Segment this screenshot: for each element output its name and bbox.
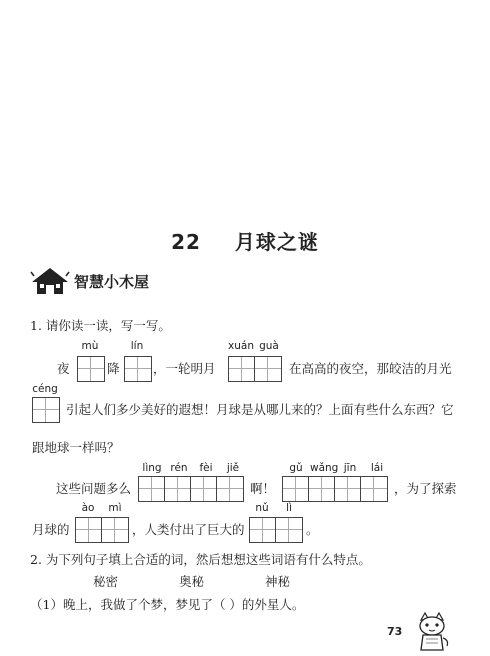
q2-sentence-1: （1）晚上，我做了个梦，梦见了（ ）的外星人。 [30, 597, 305, 612]
pinyin-gua: guà [259, 340, 279, 352]
pinyin-ling: lìng [142, 462, 162, 474]
answer-box-nuli[interactable] [249, 517, 303, 543]
section-header [30, 266, 149, 296]
line2-text: 引起人们多少美好的遐想！月球是从哪儿来的？上面有些什么东西？它 [66, 402, 454, 417]
q2-word-3: 神秘 [265, 574, 291, 589]
line5-text-b: ，人类付出了巨大的 [132, 522, 245, 537]
line5-text-c: 。 [306, 522, 319, 537]
pinyin-xuan: xuán [228, 340, 254, 352]
line4-text-c: ，为了探索 [394, 481, 457, 496]
q2-word-2: 奥秘 [179, 574, 205, 589]
answer-box-guwangjinlai[interactable] [282, 476, 388, 502]
pinyin-ao: ào [81, 502, 95, 514]
pinyin-li: lì [286, 502, 292, 514]
line4-text-b: 啊！ [250, 481, 276, 496]
line1-text-a: 夜 [57, 361, 70, 376]
line4-text-a: 这些问题多么 [56, 481, 132, 496]
answer-box-mu[interactable] [77, 356, 105, 382]
answer-box-xuangua[interactable] [228, 356, 282, 382]
pinyin-wang: wǎng [310, 462, 339, 474]
lesson-name: 月球之谜 [234, 230, 319, 254]
line1-text-b: 降 [107, 361, 120, 376]
line1-text-d: 在高高的夜空，那皎洁的月光 [289, 361, 452, 376]
lesson-title [0, 226, 490, 255]
answer-box-lingrenfeijie[interactable] [138, 476, 244, 502]
pinyin-gu: gǔ [289, 462, 303, 474]
pinyin-jie: jiě [226, 462, 240, 474]
pinyin-lai: lái [370, 462, 384, 474]
answer-box-lin[interactable] [124, 356, 152, 382]
section-label: 智慧小木屋 [74, 272, 150, 291]
line3-text: 跟地球一样吗？ [32, 440, 120, 455]
page-number: 73 [387, 625, 403, 638]
q2-heading: 2. 为下列句子填上合适的词，然后想想这些词语有什么特点。 [30, 552, 371, 567]
cartoon-cat-icon [414, 612, 450, 652]
q1-heading: 1. 请你读一读，写一写。 [30, 318, 171, 333]
answer-box-aomi[interactable] [75, 517, 129, 543]
pinyin-ceng: céng [32, 383, 58, 395]
pinyin-fei: fèi [199, 462, 213, 474]
lesson-number: 22 [171, 230, 201, 254]
hut-icon [30, 266, 70, 296]
pinyin-mi: mì [108, 502, 122, 514]
pinyin-mu: mù [81, 340, 99, 352]
pinyin-ren: rén [170, 462, 188, 474]
line1-text-c: ，一轮明月 [153, 361, 216, 376]
line5-text-a: 月球的 [32, 522, 70, 537]
pinyin-nu: nǔ [255, 502, 269, 514]
pinyin-jin: jīn [343, 462, 357, 474]
pinyin-lin: lín [130, 340, 144, 352]
q2-word-1: 秘密 [93, 574, 119, 589]
answer-box-ceng[interactable] [32, 397, 60, 423]
